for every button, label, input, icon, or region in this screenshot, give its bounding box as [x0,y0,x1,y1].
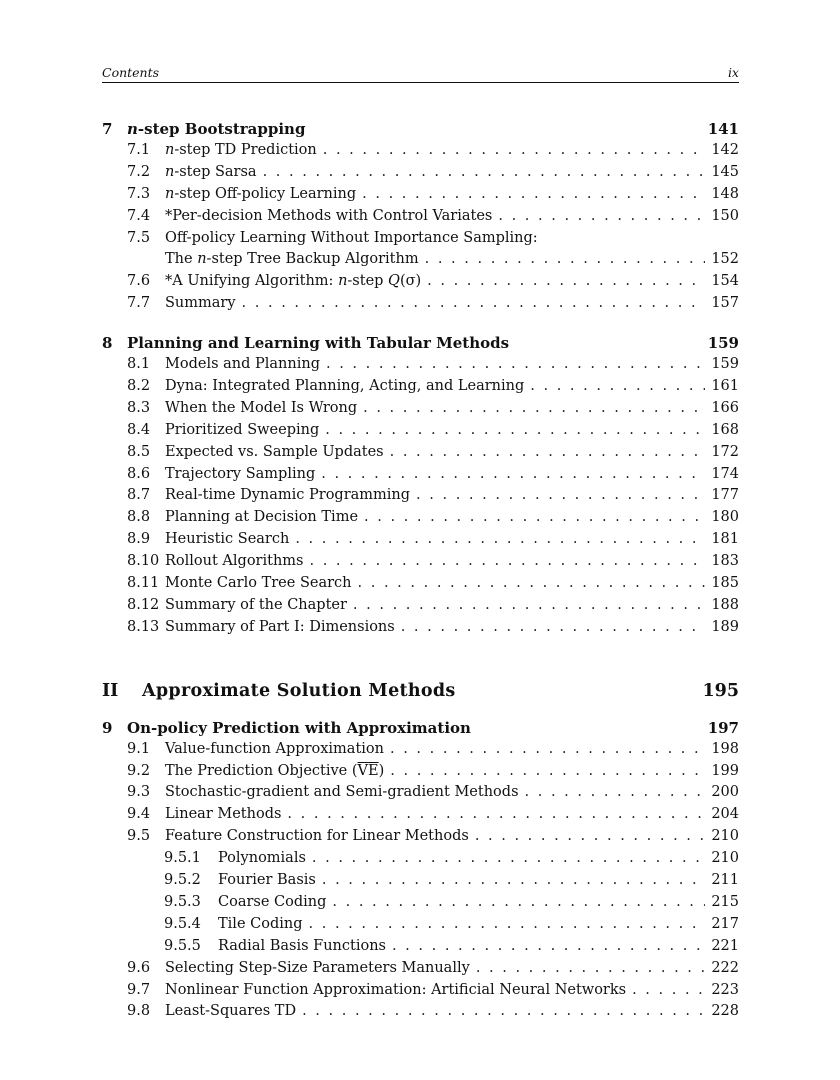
section-page: 228 [711,1003,739,1020]
section-page: 188 [711,596,739,613]
dot-leader [525,782,706,804]
toc-entry-9-5-5[interactable] [102,936,739,958]
chapter-number: 9 [102,718,113,737]
dot-leader [632,980,705,1002]
section-title: Models and Planning [165,356,320,373]
section-title-q-variable: Q [388,273,400,290]
section-title-variable: n [165,185,175,202]
section-number: 7.6 [127,273,151,290]
section-number: 7.2 [127,163,151,180]
section-title-mid: -step [347,273,389,290]
chapter-title: On-policy Prediction with Approximation [127,718,471,737]
section-number: 8.12 [127,596,160,613]
dot-leader [390,442,706,464]
section-title-text: -step Tree Backup Algorithm [206,251,419,268]
dot-leader [302,1001,705,1023]
section-title: Stochastic-gradient and Semi-gradient Methods [165,784,519,801]
dot-leader [363,398,705,420]
toc-entry-8-3[interactable] [102,398,739,420]
dot-leader [475,826,706,848]
section-number: 8.2 [127,378,151,395]
section-page: 185 [711,575,739,592]
chapter-page: 141 [707,120,739,138]
toc-entry-9-3[interactable] [102,782,739,804]
section-page: 204 [711,806,739,823]
section-number: 8.4 [127,421,151,438]
section-number: 9.2 [127,762,151,779]
dot-leader [364,507,705,529]
section-title-variable: n [197,251,207,268]
section-title: Summary of Part I: Dimensions [165,618,395,635]
section-number: 9.5 [127,828,151,845]
toc-entry-7-3[interactable] [102,184,739,206]
toc-entry-8-13[interactable] [102,617,739,639]
toc-entry-7-1[interactable] [102,140,739,162]
section-number: 8.5 [127,443,151,460]
dot-leader [427,271,705,293]
subsection-number: 9.5.2 [164,872,201,889]
section-title-text: -step Off-policy Learning [174,185,357,202]
toc-entry-8-11[interactable] [102,573,739,595]
dot-leader [321,464,705,486]
chapter-page: 197 [707,718,739,737]
section-page: 181 [711,531,739,548]
running-header [102,64,739,83]
section-number: 9.1 [127,740,151,757]
section-page: 154 [711,273,739,290]
section-title-variable: n [338,273,348,290]
section-page: 150 [711,207,739,224]
section-title: When the Model Is Wrong [165,399,358,416]
part-title: Approximate Solution Methods [142,680,456,701]
section-title-prefix: *A Unifying Algorithm: [165,273,339,290]
section-number: 8.3 [127,399,151,416]
dot-leader [476,958,706,980]
toc-entry-8-10[interactable] [102,551,739,573]
section-page: 174 [711,465,739,482]
section-page: 189 [711,618,739,635]
spacer [102,639,739,678]
subsection-page: 215 [711,893,739,910]
part-number: II [102,680,119,701]
section-title-variable: n [165,142,175,158]
dot-leader [401,617,706,639]
subsection-number: 9.5.5 [164,937,201,954]
subsection-number: 9.5.4 [164,915,201,932]
section-number: 8.8 [127,509,151,526]
section-title [165,271,421,293]
section-title: Least-Squares TD [165,1003,297,1020]
section-page: 172 [711,443,739,460]
section-number: 8.10 [127,553,160,570]
section-title-prefix: The [165,251,198,268]
toc-entry-9-5-4[interactable] [102,914,739,936]
section-page: 159 [711,356,739,373]
subsection-title: Polynomials [218,850,306,867]
section-title: Real-time Dynamic Programming [165,487,411,504]
toc-entry-9-5[interactable] [102,826,739,848]
section-page: 157 [711,295,739,312]
section-number: 9.3 [127,784,151,801]
toc-entry-7-4[interactable] [102,206,739,228]
subsection-title: Tile Coding [218,915,303,932]
section-title: Dyna: Integrated Planning, Acting, and Learning [165,378,525,395]
section-title: Rollout Algorithms [165,553,304,570]
section-number: 8.6 [127,465,151,482]
spacer [102,704,739,717]
toc-entry-7-5-continuation[interactable] [165,249,739,271]
table-of-contents [102,118,739,1023]
part-2-heading[interactable] [102,678,739,704]
dot-leader [326,354,705,376]
dot-leader [263,162,706,184]
ve-symbol: $\overline{VE}$ [357,762,379,779]
section-title: Prioritized Sweeping [165,421,320,438]
chapter-page: 159 [707,334,739,353]
header-section-title: Contents [102,65,160,80]
subsection-number: 9.5.1 [164,850,201,867]
section-title: Feature Construction for Linear Methods [165,828,469,845]
section-title-line-1: Off-policy Learning Without Importance Sampling: [165,229,538,246]
toc-entry-9-8[interactable] [102,1001,739,1023]
section-number: 9.6 [127,959,151,976]
chapter-7-heading[interactable] [102,118,739,140]
chapter-number: 7 [102,120,113,138]
toc-entry-8-1[interactable] [102,354,739,376]
chapter-title: Planning and Learning with Tabular Methods [127,334,510,353]
dot-leader [323,140,706,162]
dot-leader [332,892,705,914]
spacer [102,315,739,332]
subsection-title: Radial Basis Functions [218,937,386,954]
section-title-variable: n [165,163,175,180]
toc-entry-8-9[interactable] [102,529,739,551]
section-title-text: The Prediction Objective ( [165,762,358,779]
chapter-title-variable: n [127,120,138,138]
section-title-close: ) [378,762,385,779]
toc-entry-7-6[interactable] [102,271,739,293]
section-number: 9.8 [127,1003,151,1020]
dot-leader [358,573,706,595]
section-page: 142 [711,142,739,158]
toc-entry-7-2[interactable] [102,162,739,184]
part-page: 195 [702,680,739,701]
section-page: 200 [711,784,739,801]
section-title: *Per-decision Methods with Control Variates [165,207,493,224]
toc-entry-9-5-3[interactable] [102,892,739,914]
dot-leader [309,551,705,573]
toc-entry-9-6[interactable] [102,958,739,980]
dot-leader [242,293,706,315]
section-title [165,140,317,162]
section-page: 199 [711,762,739,779]
section-page: 210 [711,828,739,845]
toc-entry-9-1[interactable] [102,739,739,761]
dot-leader [390,761,705,783]
section-title: Monte Carlo Tree Search [165,575,352,592]
dot-leader [309,914,706,936]
section-title: Planning at Decision Time [165,509,359,526]
section-page: 145 [711,163,739,180]
dot-leader [392,936,705,958]
section-title [165,184,356,206]
toc-entry-9-4[interactable] [102,804,739,826]
chapter-9-heading[interactable] [102,717,739,739]
toc-entry-8-8[interactable] [102,507,739,529]
section-title: Value-function Approximation [165,740,384,757]
chapter-title [127,118,679,140]
section-page: 152 [711,251,739,268]
chapter-8-heading[interactable] [102,332,739,354]
section-page: 183 [711,553,739,570]
section-title: Heuristic Search [165,531,290,548]
section-number: 7.1 [127,142,151,158]
section-title: Linear Methods [165,806,282,823]
dot-leader [362,184,705,206]
section-number: 7.3 [127,185,151,202]
header-page-number: ix [727,65,739,80]
section-number: 8.7 [127,487,151,504]
dot-leader [295,529,705,551]
section-title: Trajectory Sampling [165,465,316,482]
section-page: 198 [711,740,739,757]
section-title: Summary of the Chapter [165,596,347,613]
section-number: 7.4 [127,207,151,224]
section-page: 168 [711,421,739,438]
toc-entry-8-12[interactable] [102,595,739,617]
toc-entry-9-7[interactable] [102,980,739,1002]
toc-entry-8-4[interactable] [102,420,739,442]
subsection-page: 221 [711,937,739,954]
section-number: 8.13 [127,618,160,635]
dot-leader [312,848,705,870]
section-number: 9.7 [127,981,151,998]
section-page: 223 [711,981,739,998]
subsection-title: Fourier Basis [218,872,316,889]
dot-leader [416,485,705,507]
dot-leader [530,376,705,398]
dot-leader [353,595,705,617]
section-title-suffix: (σ) [399,273,422,290]
toc-entry-7-7[interactable] [102,293,739,315]
section-number: 8.9 [127,531,151,548]
section-title-text: -step Sarsa [174,163,257,180]
dot-leader [425,249,706,271]
subsection-page: 210 [711,850,739,867]
section-title [165,162,257,184]
toc-entry-7-5[interactable] [102,228,739,250]
toc-entry-9-5-2[interactable] [102,870,739,892]
section-title: Expected vs. Sample Updates [165,443,384,460]
section-title-line-2 [165,249,419,271]
section-number: 7.7 [127,295,151,312]
section-number: 9.4 [127,806,151,823]
toc-entry-8-5[interactable] [102,442,739,464]
section-title-text: -step TD Prediction [174,142,317,158]
subsection-page: 211 [711,872,739,889]
section-page: 180 [711,509,739,526]
dot-leader [498,206,705,228]
section-page: 177 [711,487,739,504]
section-number: 7.5 [127,229,151,246]
section-number: 8.1 [127,356,151,373]
subsection-number: 9.5.3 [164,893,201,910]
toc-entry-8-2[interactable] [102,376,739,398]
section-number: 8.11 [127,575,160,592]
toc-entry-8-6[interactable] [102,464,739,486]
dot-leader [325,420,705,442]
subsection-title: Coarse Coding [218,893,327,910]
dot-leader [390,739,705,761]
toc-entry-9-5-1[interactable] [102,848,739,870]
section-page: 222 [711,959,739,976]
section-title: Selecting Step-Size Parameters Manually [165,959,470,976]
subsection-page: 217 [711,915,739,932]
dot-leader [322,870,705,892]
section-page: 161 [711,378,739,395]
section-page: 166 [711,399,739,416]
toc-entry-8-7[interactable] [102,485,739,507]
section-page: 148 [711,185,739,202]
section-title [165,761,384,783]
chapter-number: 8 [102,334,113,353]
section-title: Nonlinear Function Approximation: Artificial Neural Networks [165,981,627,998]
chapter-title-text: -step Bootstrapping [137,120,306,138]
dot-leader [287,804,705,826]
toc-entry-9-2[interactable] [102,761,739,783]
section-title: Summary [165,295,236,312]
